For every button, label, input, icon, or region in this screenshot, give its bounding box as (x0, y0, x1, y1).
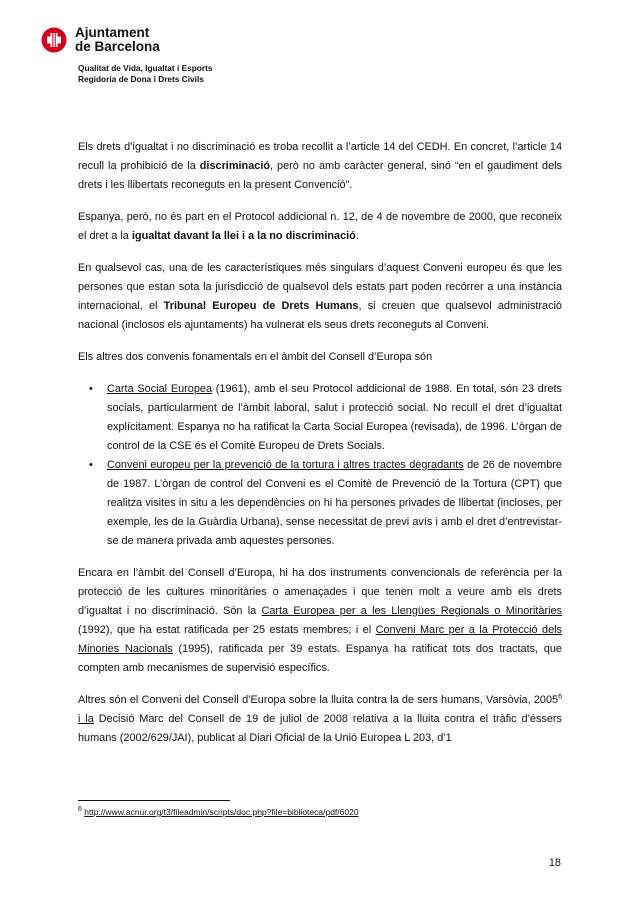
org-name (75, 26, 160, 54)
link-carta-llengues[interactable]: Carta Europea per a les Llengües Regionals o Minoritàries (261, 605, 562, 617)
link-conveni-marc[interactable]: Conveni Marc per a la Protecció dels Minories Nacionals (78, 624, 563, 655)
text: Els drets d’igualtat i no discriminació es troba recollit a l’article 14 del CEDH. En concret, l’article 14 recull la prohibició de la (78, 141, 562, 172)
text: (1995), ratificada per 39 estats. Espanya ha ratificat tots dos tractats, que compten amb mecanismes de supervisió específics. (78, 643, 562, 674)
text: . (355, 230, 359, 242)
bullet-list (78, 380, 562, 551)
list-item (78, 380, 562, 456)
bold-term: Tribunal Europeu de Drets Humans (163, 300, 359, 312)
paragraph-4: Els altres dos convenis fonamentals en el àmbit del Consell d’Europa són (78, 351, 433, 363)
paragraph-3 (78, 259, 562, 335)
barcelona-shield-icon (41, 27, 67, 53)
link-i-la[interactable]: i la (78, 713, 94, 725)
footnote-link[interactable]: http://www.acnur.org/t3/fileadmin/scripts/doc.php?file=biblioteca/pdf/6020 (84, 807, 359, 817)
text: En qualsevol cas, una de les característiques més singulars d’aquest Conveni europeu és que les persones que estan sota la jurisdicció de qualsevol dels estats part poden recórrer a una instància internacional, el (78, 262, 562, 312)
paragraph-2 (78, 208, 562, 246)
text: de 26 de novembre de 1987. L’òrgan de control del Conveni es el Comitè de Prevenció de la Tortura (CPT) que realitza visites in situ a les dependències on hi ha persones privades de llibertat (incloses, per exemple, les de la Guàrdia Urbana), sense necessitat de previ avís i amb el dret d’entrevistar-se de manera privada amb aquestes persones. (107, 459, 562, 547)
bullet-icon: • (89, 383, 93, 395)
text: Espanya, però, no és part en el Protocol addicional n. 12, de 4 de novembre de 2000, que reconeix el dret a la (78, 211, 562, 242)
text: (1992), que ha estat ratificada per 25 estats membres; i el (78, 624, 376, 636)
department-header (78, 63, 212, 85)
bold-term: discriminació (199, 160, 270, 172)
footnote-ref[interactable]: 6 (558, 693, 562, 701)
list-item (78, 456, 562, 551)
dept-line2: Regidoria de Dona i Drets Civils (78, 74, 204, 84)
paragraph-5 (78, 564, 562, 678)
text: Encara en l’àmbit del Consell d’Europa, hi ha dos instruments convencionals de referència per la protecció de les cultures minoritàries o amenaçades i que tenen molt a veure amb els drets d’igualtat i no discriminació. Són la (78, 567, 562, 617)
page-number: 18 (548, 857, 561, 869)
document-body (78, 138, 562, 761)
link-conveni-tortura[interactable]: Conveni europeu per la prevenció de la tortura i altres tractes degradants (107, 459, 464, 471)
text: Decisió Marc del Consell de 19 de juliol de 2008 relativa a la lluita contra el tràfic d’éssers humans (2002/629/JAI), publicat al Diari Oficial de la Unió Europea L 203, d’1 (78, 713, 563, 744)
bullet-icon: • (89, 459, 93, 471)
footnote-number: 6 (78, 806, 82, 814)
org-name-line2: de Barcelona (75, 39, 160, 54)
text: Altres són el Conveni del Consell d’Europa sobre la lluita contra la de sers humans, Varsòvia, 2005 (78, 694, 559, 706)
paragraph-6 (78, 691, 562, 748)
bold-term: igualtat davant la llei i a la no discriminació (131, 230, 356, 242)
footnote (78, 806, 359, 818)
text: , però no amb caràcter general, sinó “en el gaudiment dels drets i les llibertats reconeguts en la present Convenció”. (78, 160, 562, 191)
footnote-divider (78, 800, 230, 801)
dept-line1: Qualitat de Vida, Igualtat i Esports (78, 63, 213, 73)
paragraph-1 (78, 138, 562, 195)
text: , si creuen que qualsevol administració nacional (inclosos els ajuntaments) ha vulnerat els seus drets reconeguts al Conveni. (78, 300, 562, 331)
org-name-line1: Ajuntament (75, 25, 150, 40)
link-carta-social-europea[interactable]: Carta Social Europea (107, 383, 213, 395)
city-logo (41, 26, 160, 54)
text: (1961), amb el seu Protocol addicional de 1988. En total, són 23 drets socials, particularment de l’àmbit laboral, salut i protecció social. No recull el dret d’igualtat explícitament. Espanya no ha ratificat la Carta Social Europea (revisada), de 1996. L’òrgan de control de la CSE és el Comitè Europeu de Drets Socials. (107, 383, 562, 452)
